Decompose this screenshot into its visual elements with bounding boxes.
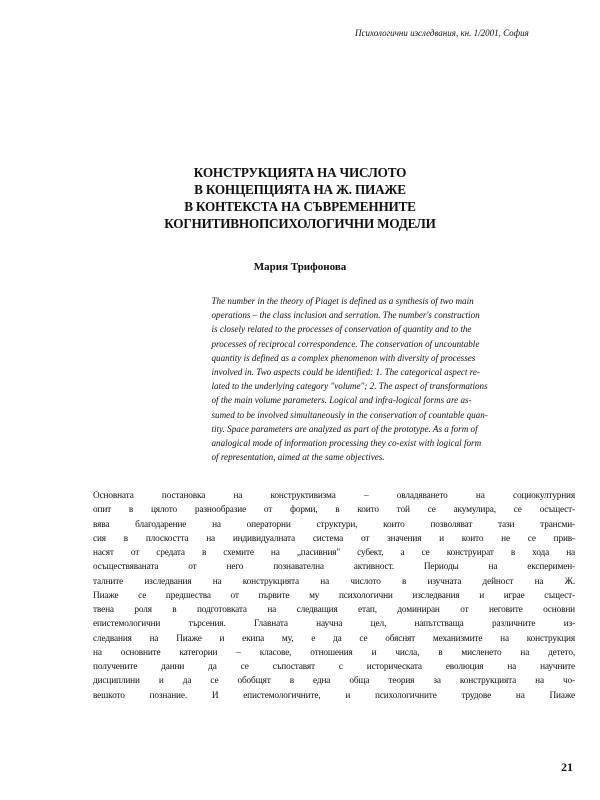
abstract-line: quantity is defined as a complex phenomenon with diversity of processes xyxy=(211,352,476,363)
body-line: талните изследвания на конструкцията на числото в изучната дейност на Ж. xyxy=(93,576,575,587)
abstract-line: sumed to be involved simultaneously in the conservation of countable quan- xyxy=(211,409,488,420)
abstract xyxy=(211,294,488,464)
body-line: получените данни да се съпоставят с историческата еволюция на научните xyxy=(93,662,575,672)
body-line: следвания на Пиаже и екипа му, е да се обяснят механизмите на конструкция xyxy=(93,633,575,644)
title-line: В КОНЦЕПЦИЯТА НА Ж. ПИАЖЕ xyxy=(194,182,406,197)
abstract-line: analogical mode of information processing they co-exist with logical form xyxy=(211,438,482,449)
body-line: опит в цялото разнообразие от форми, в които той се акумулира, се осъщест- xyxy=(93,505,575,516)
title-line: В КОНТЕКСТА НА СЪВРЕМЕННИТЕ xyxy=(184,199,416,214)
abstract-line: is closely related to the processes of conservation of quantity and to the xyxy=(211,324,472,335)
abstract-line: lated to the underlying category "volume"; 2. The aspect of transformations xyxy=(211,381,488,392)
abstract-line: of the main volume parameters. Logical and infra-logical forms are as- xyxy=(211,395,472,406)
body-line: сия в плоскостта на индивидуалната система от значения и които не се прив- xyxy=(93,533,575,544)
body-line: вешкото познание. И епистемологичните, и психологичните трудове на Пиаже xyxy=(93,690,575,701)
abstract-line: processes of reciprocal correspondence. The conservation of uncountable xyxy=(211,338,480,349)
author-name: Мария Трифонова xyxy=(253,261,347,273)
abstract-line: involved in. Two aspects could be identified: 1. The categorical aspect re- xyxy=(211,367,480,378)
body-line: дисциплини и да се обобщят в една обща теория за конструкцията на чо- xyxy=(93,676,575,687)
abstract-line: of representation, aimed at the same objectives. xyxy=(211,452,385,463)
abstract-line: operations – the class inclusion and serration. The number's construction xyxy=(211,310,480,321)
body-line: твена роля в подготовката на следващия етап, доминиран от неговите основни xyxy=(93,605,575,615)
body-line: осъществяваната от него познавателна активност. Периоды на експеримен- xyxy=(93,562,575,573)
body-line: епистемологични търсения. Главната научна цел, напътстваща различните из- xyxy=(93,619,575,630)
abstract-line: tity. Space parameters are analyzed as part of the prototype. As a form of xyxy=(211,423,478,434)
title-line: КОГНИТИВНОПСИХОЛОГИЧНИ МОДЕЛИ xyxy=(164,216,436,231)
page-number: 21 xyxy=(561,760,573,774)
body-line: вява благодарение на операторни структури, които позволяват тази трансми- xyxy=(93,519,575,530)
abstract-line: The number in the theory of Piaget is defined as a synthesis of two main xyxy=(211,296,474,306)
body-line: Пиаже се предшества от първите му психологични изследвания и играе същест- xyxy=(93,590,575,601)
running-header: Психологични изследвания, кн. 1/2001, София xyxy=(355,28,529,38)
body-text xyxy=(93,489,575,703)
body-line: на основните категории – класове, отношения и числа, в мисленето на детето, xyxy=(93,647,575,658)
body-line: насят от средата в схемите на „пасивния" субект, а се конструират в хода на xyxy=(93,548,575,558)
article-title xyxy=(155,164,445,232)
body-line: Основната постановка на конструктивизма – овладяването на социокултурния xyxy=(93,491,575,501)
title-line: КОНСТРУКЦИЯТА НА ЧИСЛОТО xyxy=(193,165,407,180)
